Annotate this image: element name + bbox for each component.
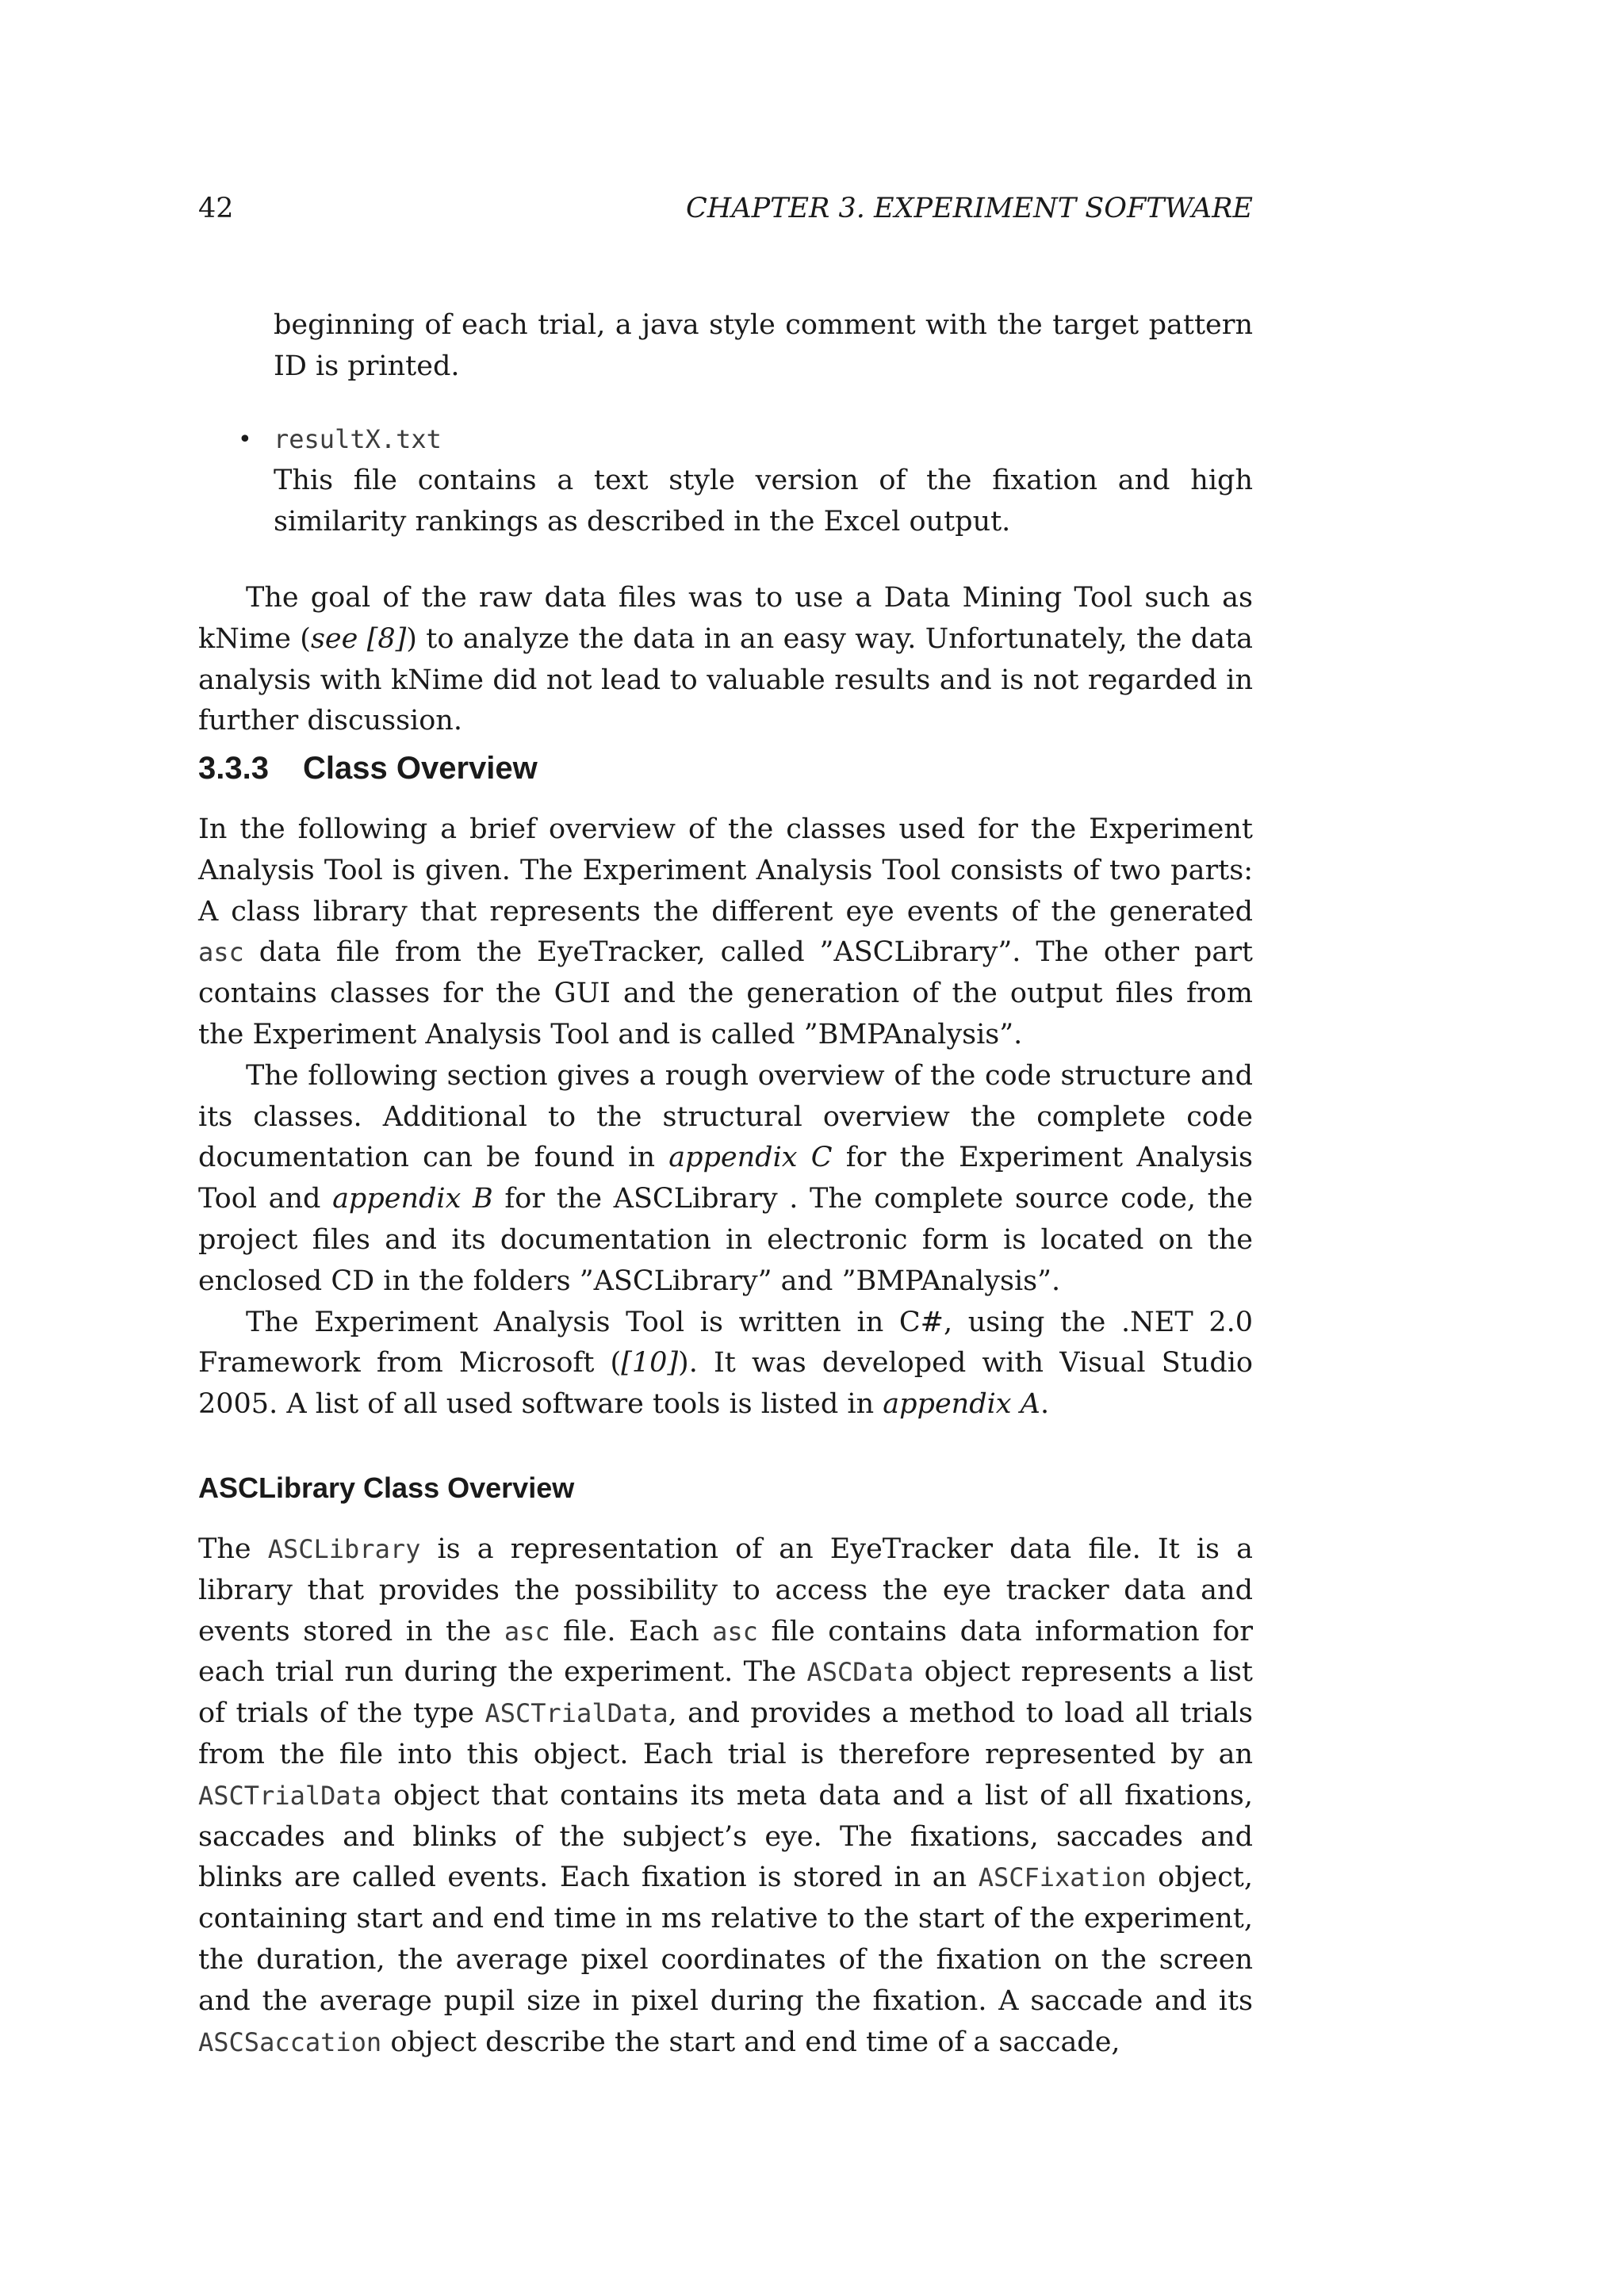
section-number: 3.3.3 — [198, 751, 269, 786]
bullet-icon: • — [238, 426, 252, 453]
code-asclibrary: ASCLibrary — [267, 1534, 421, 1564]
code-asc: asc — [712, 1616, 758, 1647]
appendix-b-ref: appendix B — [332, 1183, 493, 1215]
section-heading — [198, 746, 538, 790]
goal-paragraph — [198, 578, 1253, 742]
list-item-description: This file contains a text style version of the fixation and high similarity rankings as described in the Excel output. — [274, 464, 1253, 538]
asc-code: asc — [198, 937, 244, 968]
class-overview-text — [198, 809, 1253, 1425]
goal-text-2: ) to analyze the data in an easy way. Unfortunately, the data analysis with kNime did not lead to valuable results and is not regarded in further discussion. — [198, 622, 1253, 737]
code-ascdata: ASCData — [806, 1657, 914, 1688]
code-ascsaccation: ASCSaccation — [198, 2026, 382, 2057]
appendix-c-ref: appendix C — [668, 1142, 833, 1174]
goal-text-1: The goal of the raw data files was to use a Data Mining Tool such as kNime ( — [198, 582, 1253, 655]
page-number: 42 — [198, 193, 234, 224]
subsection-heading: ASCLibrary Class Overview — [198, 1471, 575, 1504]
list-item-content — [274, 419, 1253, 542]
continued-list-item — [274, 305, 1253, 388]
appendix-a-ref: appendix A — [883, 1388, 1040, 1421]
code-asctrialdata: ASCTrialData — [198, 1780, 382, 1811]
section-title: Class Overview — [303, 751, 538, 786]
overview-paragraph-1: In the following a brief overview of the classes used for the Experiment Analysis Tool is given. The Experiment Analysis Tool consists of two parts: A class library that represents the different eye events of the generated asc data file from the EyeTracker, called ”ASCLibrary”. The other part contains classes for the GUI and the generation of the output files from the Experiment Analysis Tool and is called ”BMPAnalysis”. — [198, 813, 1253, 1050]
code-ascfixation: ASCFixation — [978, 1862, 1147, 1893]
chapter-title: CHAPTER 3. EXPERIMENT SOFTWARE — [686, 193, 1253, 224]
running-header — [198, 189, 1253, 228]
list-item-resultx — [238, 419, 1253, 542]
code-asc: asc — [504, 1616, 550, 1647]
overview-paragraph-2: The following section gives a rough overview of the code structure and its classes. Additional to the structural overview the complete code documentation can be found in appendix C for the Experiment Analysis Tool and appendix B for the ASCLibrary . The complete source code, the project files and its documentation in electronic form is located on the enclosed CD in the folders ”ASCLibrary” and ”BMPAnalysis”. — [198, 1059, 1253, 1297]
code-asctrialdata: ASCTrialData — [485, 1698, 668, 1729]
continuation-text: beginning of each trial, a java style comment with the target pattern ID is printed. — [274, 309, 1253, 382]
citation-see-8: see [8] — [310, 622, 407, 655]
overview-paragraph-3: The Experiment Analysis Tool is written in C#, using the .NET 2.0 Framework from Microsoft ([10]). It was developed with Visual Studio 2005. A list of all used software tools is listed in appendix A. — [198, 1306, 1253, 1421]
filename-code: resultX.txt — [274, 424, 442, 454]
citation-10: [10] — [621, 1347, 679, 1380]
asclibrary-paragraph: The ASCLibrary is a representation of an EyeTracker data file. It is a library that provides the possibility to access the eye tracker data and events stored in the asc file. Each asc file contains data information for each trial run during the experiment. The ASCData object represents a list of trials of the type ASCTrialData, and provides a method to load all trials from the file into this object. Each trial is therefore represented by an ASCTrialData object that contains its meta data and a list of all fixations, saccades and blinks of the subject’s eye. The fixations, saccades and blinks are called events. Each fixation is stored in an ASCFixation object, containing start and end time in ms relative to the start of the experiment, the duration, the average pixel coordinates of the fixation on the screen and the average pupil size in pixel during the fixation. A saccade and its ASCSaccation object describe the start and end time of a saccade, — [198, 1533, 1253, 2058]
